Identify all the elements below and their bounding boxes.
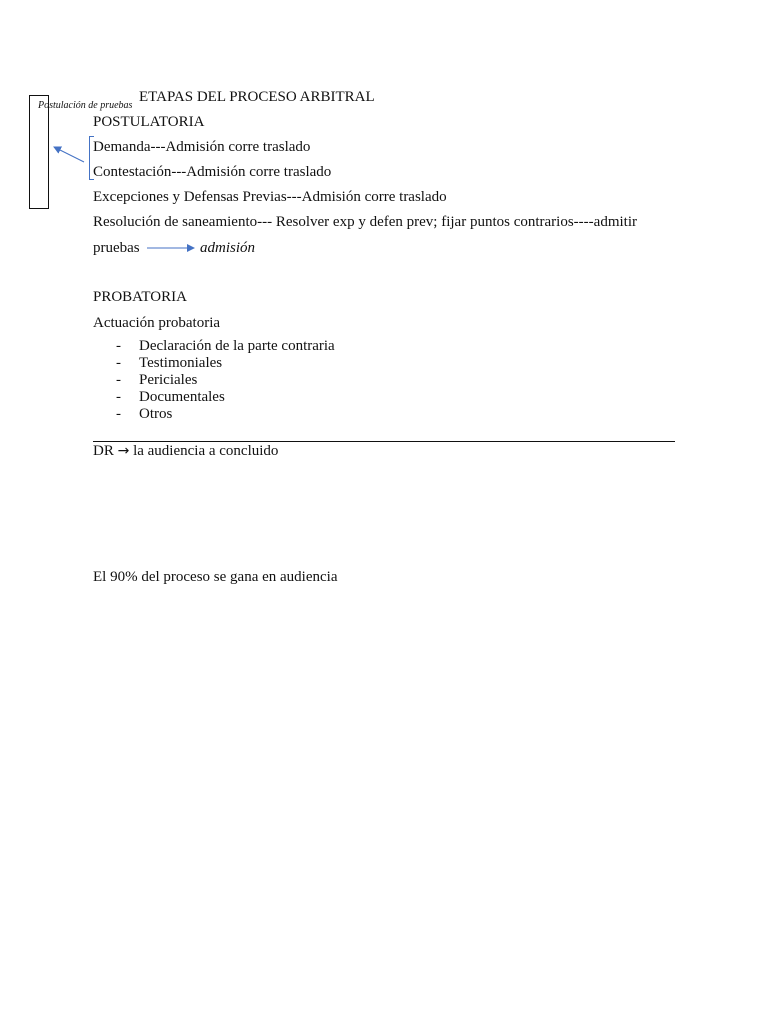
side-box <box>29 95 49 209</box>
section-postulatoria: POSTULATORIA <box>93 114 205 130</box>
document-title: ETAPAS DEL PROCESO ARBITRAL <box>139 89 375 105</box>
postulatoria-item-contestacion: Contestación---Admisión corre traslado <box>93 164 332 180</box>
list-bullet: - <box>116 372 121 388</box>
probatoria-list <box>116 338 335 423</box>
postulatoria-item-demanda: Demanda---Admisión corre traslado <box>93 139 311 155</box>
list-item <box>116 389 335 406</box>
postulatoria-item-saneamiento: Resolución de saneamiento--- Resolver exp y defen prev; fijar puntos contrarios----admitir <box>93 214 637 230</box>
bracket-arrow-icon <box>54 147 84 162</box>
list-item-text: Testimoniales <box>139 355 223 371</box>
list-bullet: - <box>116 338 121 354</box>
list-item <box>116 372 335 389</box>
admision-label: admisión <box>200 240 256 256</box>
list-item-text: Periciales <box>139 372 198 388</box>
list-bullet: - <box>116 389 121 405</box>
dr-prefix: DR <box>93 443 114 459</box>
list-item-text: Otros <box>139 406 173 422</box>
dr-text: la audiencia a concluido <box>133 443 279 459</box>
list-bullet: - <box>116 406 121 422</box>
closing-statement: El 90% del proceso se gana en audiencia <box>93 569 338 585</box>
list-item <box>116 355 335 372</box>
list-item-text: Declaración de la parte contraria <box>139 338 335 354</box>
postulatoria-item-excepciones: Excepciones y Defensas Previas---Admisión corre traslado <box>93 189 447 205</box>
list-item <box>116 406 335 423</box>
list-bullet: - <box>116 355 121 371</box>
dr-line <box>93 442 278 460</box>
section-probatoria: PROBATORIA <box>93 289 187 305</box>
side-label: Postulación de pruebas <box>38 100 133 111</box>
list-item-text: Documentales <box>139 389 225 405</box>
postulatoria-continuation: pruebas <box>93 240 140 256</box>
list-item <box>116 338 335 355</box>
right-arrow-icon: → <box>117 443 130 459</box>
probatoria-subtitle: Actuación probatoria <box>93 315 221 331</box>
